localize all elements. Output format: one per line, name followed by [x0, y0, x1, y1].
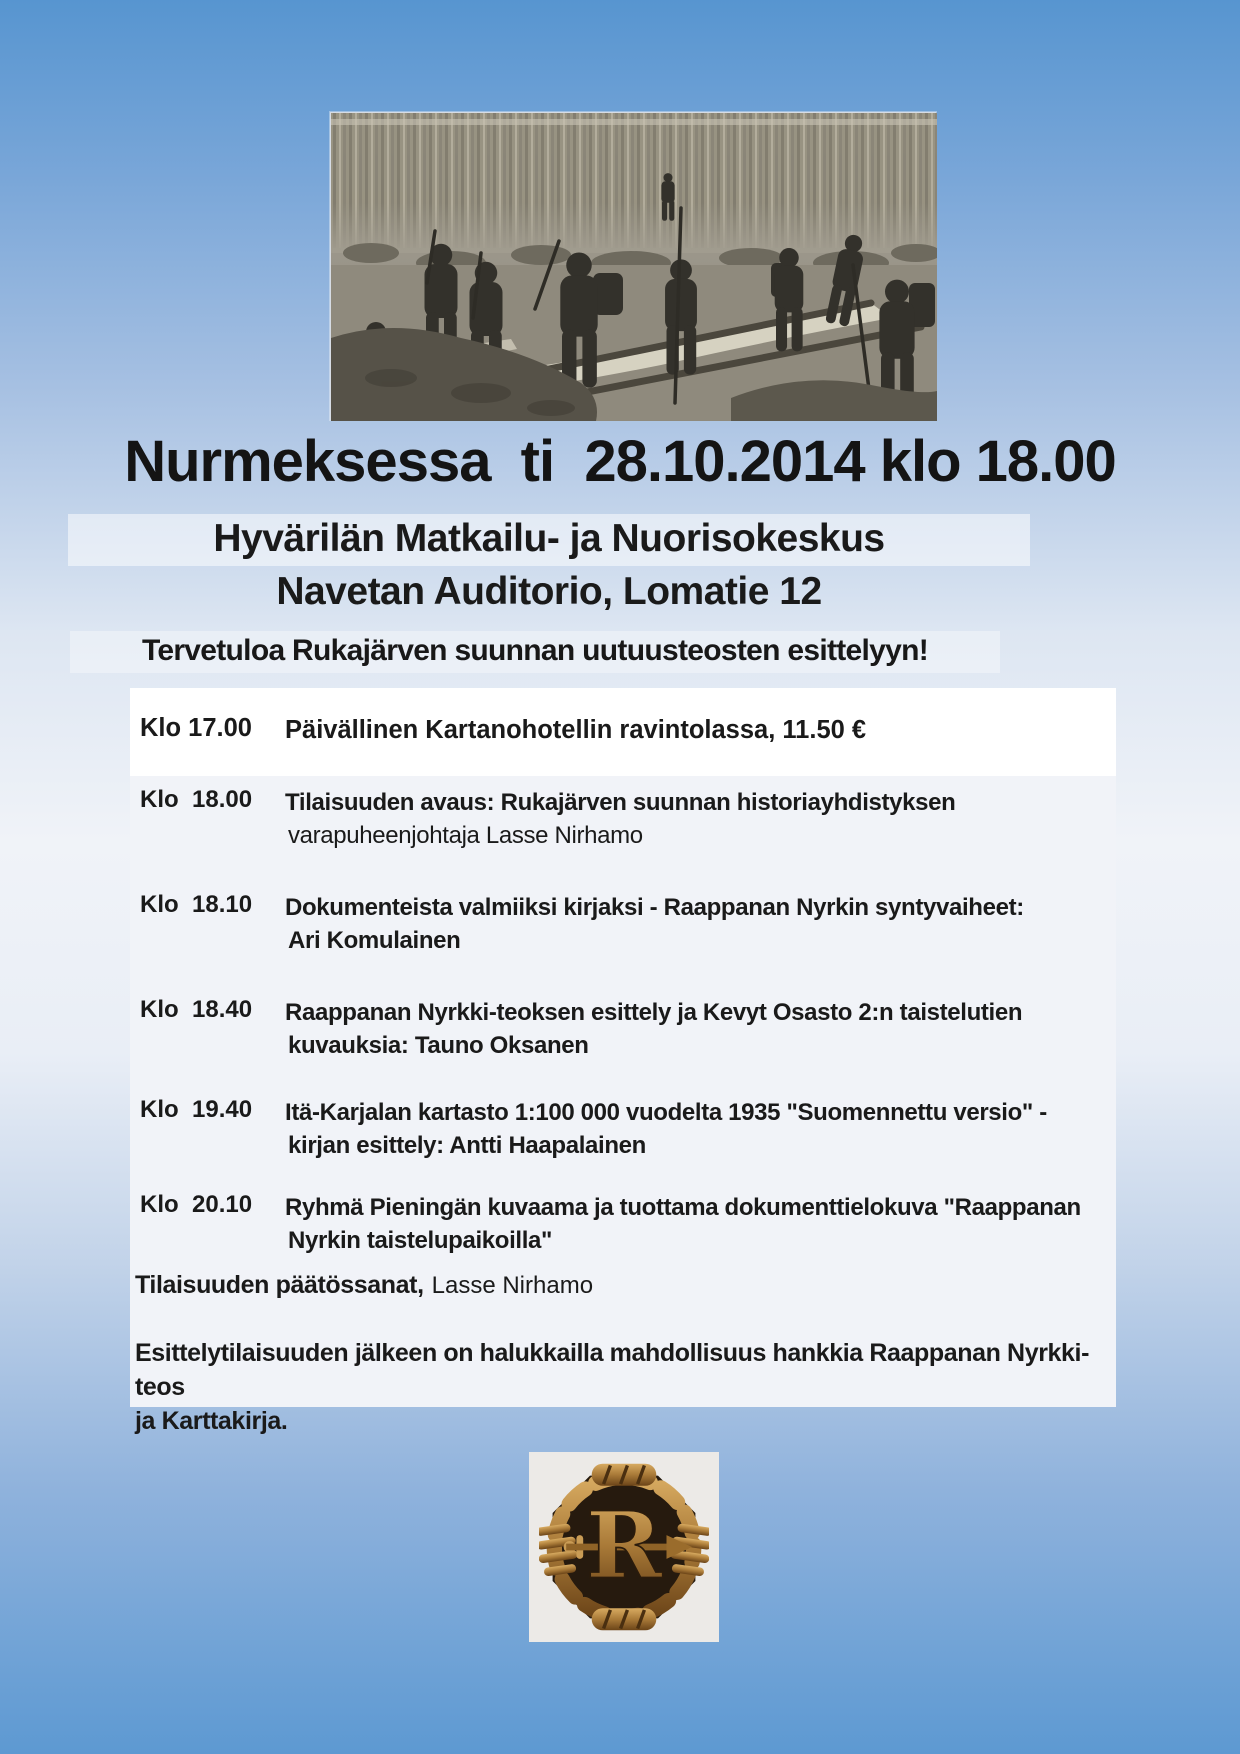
- welcome-text: Tervetuloa Rukajärven suunnan uutuusteosten esittelyyn!: [141, 634, 929, 667]
- schedule-desc: [285, 996, 1110, 1062]
- war-photo-illustration: [331, 113, 937, 421]
- schedule-desc: [285, 891, 1110, 957]
- purchase-note-line: ja Karttakirja.: [135, 1407, 288, 1435]
- historical-photo: [330, 112, 936, 420]
- emblem-top-log: [592, 1464, 657, 1486]
- schedule-desc-line: Nyrkin taistelupaikoilla": [288, 1227, 553, 1254]
- purchase-note: [135, 1336, 1110, 1438]
- schedule-desc-line: Ryhmä Pieningän kuvaama ja tuottama dokumenttielokuva "Raappanan: [285, 1194, 1081, 1221]
- purchase-note-line: Esittelytilaisuuden jälkeen on halukkailla mahdollisuus hankkia Raappanan Nyrkki-teos: [135, 1339, 1090, 1401]
- welcome-banner: [70, 631, 1000, 673]
- schedule-desc-line: kuvauksia: Tauno Oksanen: [288, 1032, 589, 1059]
- logo-badge: [529, 1452, 719, 1642]
- bronze-emblem-icon: [539, 1462, 709, 1632]
- schedule-desc: [285, 1191, 1110, 1257]
- schedule-desc-line: Tilaisuuden avaus: Rukajärven suunnan historiayhdistyksen: [285, 789, 956, 816]
- schedule-time: Klo 18.40: [140, 996, 253, 1023]
- emblem-letter: R: [585, 1491, 663, 1600]
- schedule-desc-line: varapuheenjohtaja Lasse Nirhamo: [288, 822, 643, 849]
- schedule-desc-line: Ari Komulainen: [288, 927, 461, 954]
- schedule-panel: [130, 688, 1116, 1435]
- venue-name: Hyvärilän Matkailu- ja Nuorisokeskus: [68, 514, 1030, 566]
- closing-label: Tilaisuuden päätössanat,: [135, 1271, 424, 1299]
- venue-address: Navetan Auditorio, Lomatie 12: [276, 570, 822, 613]
- schedule-time: Klo 18.00: [140, 786, 253, 813]
- schedule-time: Klo 17.00: [140, 714, 252, 742]
- schedule-desc-line: Raappanan Nyrkki-teoksen esittely ja Kevyt Osasto 2:n taistelutien: [285, 999, 1023, 1026]
- schedule-time: Klo 20.10: [140, 1191, 253, 1218]
- schedule-desc-line: kirjan esittely: Antti Haapalainen: [288, 1132, 646, 1159]
- schedule-time: Klo 18.10: [140, 891, 253, 918]
- venue-block: [68, 514, 1030, 616]
- schedule-desc: [285, 786, 1110, 852]
- schedule-desc: [285, 714, 1110, 747]
- schedule-desc-line: Dokumenteista valmiiksi kirjaksi - Raappanan Nyrkin syntyvaiheet:: [285, 894, 1024, 921]
- closing-speaker: Lasse Nirhamo: [431, 1272, 594, 1299]
- schedule-desc-line: Itä-Karjalan kartasto 1:100 000 vuodelta 1935 "Suomennettu versio" -: [285, 1099, 1047, 1126]
- schedule-desc: [285, 1096, 1110, 1162]
- closing-remarks: [135, 1271, 593, 1300]
- emblem-bottom-log: [592, 1608, 657, 1630]
- schedule-desc-line: Päivällinen Kartanohotellin ravintolassa, 11.50 €: [285, 716, 867, 744]
- schedule-time: Klo 19.40: [140, 1096, 253, 1123]
- page-title: Nurmeksessa ti 28.10.2014 klo 18.00: [124, 429, 1116, 494]
